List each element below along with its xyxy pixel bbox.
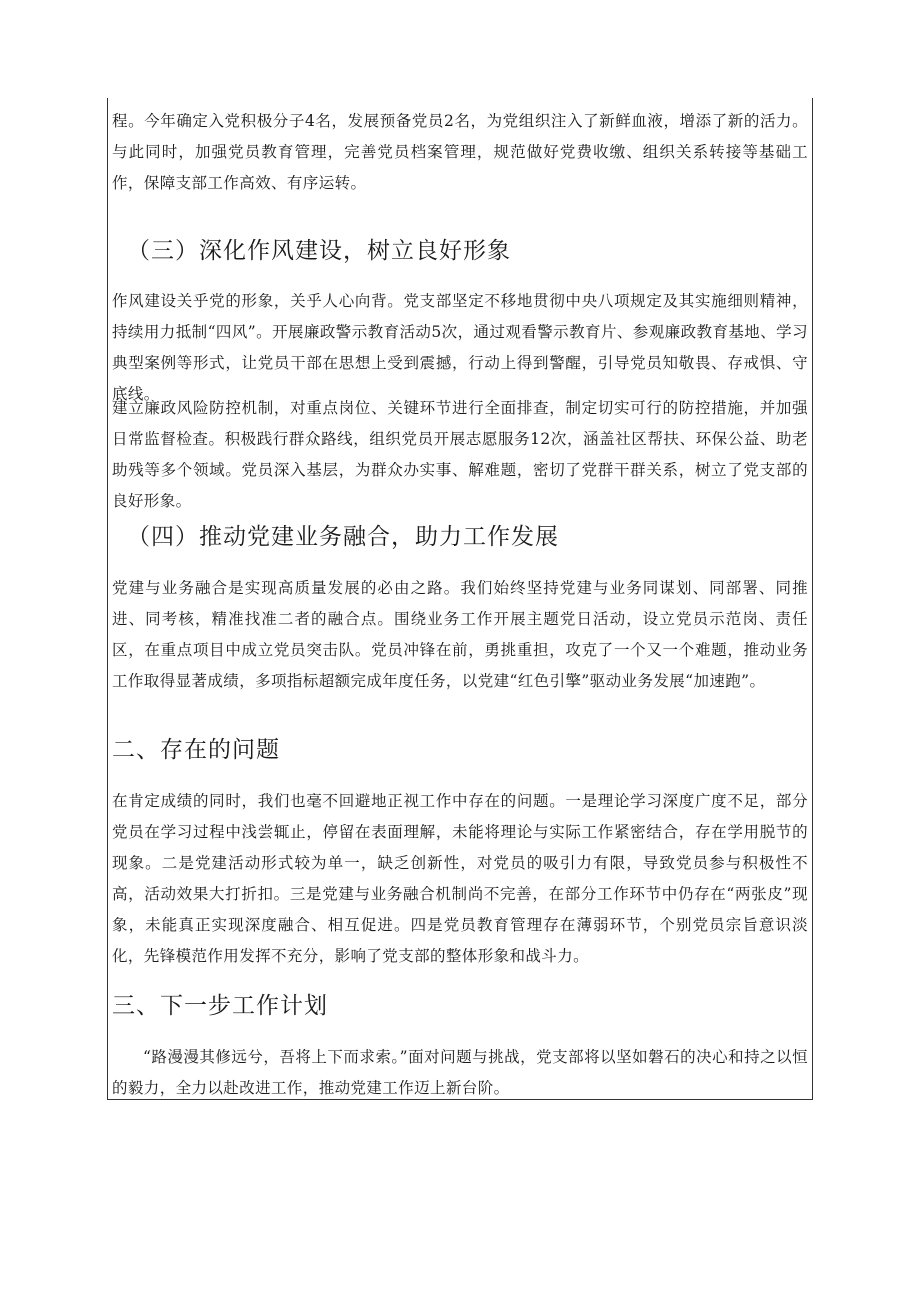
intro-paragraph: 程。今年确定入党积极分子4名，发展预备党员2名，为党组织注入了新鲜血液，增添了新的活力。与此同时，加强党员教育管理，完善党员档案管理，规范做好党费收缴、组织关系转接等基础工作，保障支部工作高效、有序运转。 <box>112 112 808 192</box>
section4-paragraph: 党建与业务融合是实现高质量发展的必由之路。我们始终坚持党建与业务同谋划、同部署、同推进、同考核，精准找准二者的融合点。围绕业务工作开展主题党日活动，设立党员示范岗、责任区，在重点项目中成立党员突击队。党员冲锋在前，勇挑重担，攻克了一个又一个难题，推动业务工作取得显著成绩，多项指标超额完成年度任务，以党建“红色引擎”驱动业务发展“加速跑”。 <box>112 579 808 690</box>
section4-heading: （四）推动党建业务融合，助力工作发展 <box>127 524 559 550</box>
plan-heading: 三、下一步工作计划 <box>112 993 328 1019</box>
plan-paragraph: “路漫漫其修远兮，吾将上下而求索。”面对问题与挑战，党支部将以坚如磐石的决心和持之以恒的毅力，全力以赴改进工作，推动党建工作迈上新台阶。 <box>112 1048 808 1097</box>
section3-paragraph-2: 建立廉政风险防控机制，对重点岗位、关键环节进行全面排查，制定切实可行的防控措施，并加强日常监督检查。积极践行群众路线，组织党员开展志愿服务12次，涵盖社区帮扶、环保公益、助老助残等多个领域。党员深入基层，为群众办实事、解难题，密切了党群干群关系，树立了党支部的良好形象。 <box>112 399 808 510</box>
section3-heading: （三）深化作风建设，树立良好形象 <box>127 238 511 264</box>
section3-paragraph-1: 作风建设关乎党的形象，关乎人心向背。党支部坚定不移地贯彻中央八项规定及其实施细则精神，持续用力抵制“四风”。开展廉政警示教育活动5次，通过观看警示教育片、参观廉政教育基地、学习典型案例等形式，让党员干部在思想上受到震撼，行动上得到警醒，引导党员知敬畏、存戒惧、守底线。 <box>112 292 808 403</box>
problems-paragraph: 在肯定成绩的同时，我们也毫不回避地正视工作中存在的问题。一是理论学习深度广度不足，部分党员在学习过程中浅尝辄止，停留在表面理解，未能将理论与实际工作紧密结合，存在学用脱节的现象。二是党建活动形式较为单一，缺乏创新性，对党员的吸引力有限，导致党员参与积极性不高，活动效果大打折扣。三是党建与业务融合机制尚不完善，在部分工作环节中仍存在“两张皮”现象，未能真正实现深度融合、相互促进。四是党员教育管理存在薄弱环节，个别党员宗旨意识淡化，先锋模范作用发挥不充分，影响了党支部的整体形象和战斗力。 <box>112 792 808 965</box>
problems-heading: 二、存在的问题 <box>112 737 280 763</box>
